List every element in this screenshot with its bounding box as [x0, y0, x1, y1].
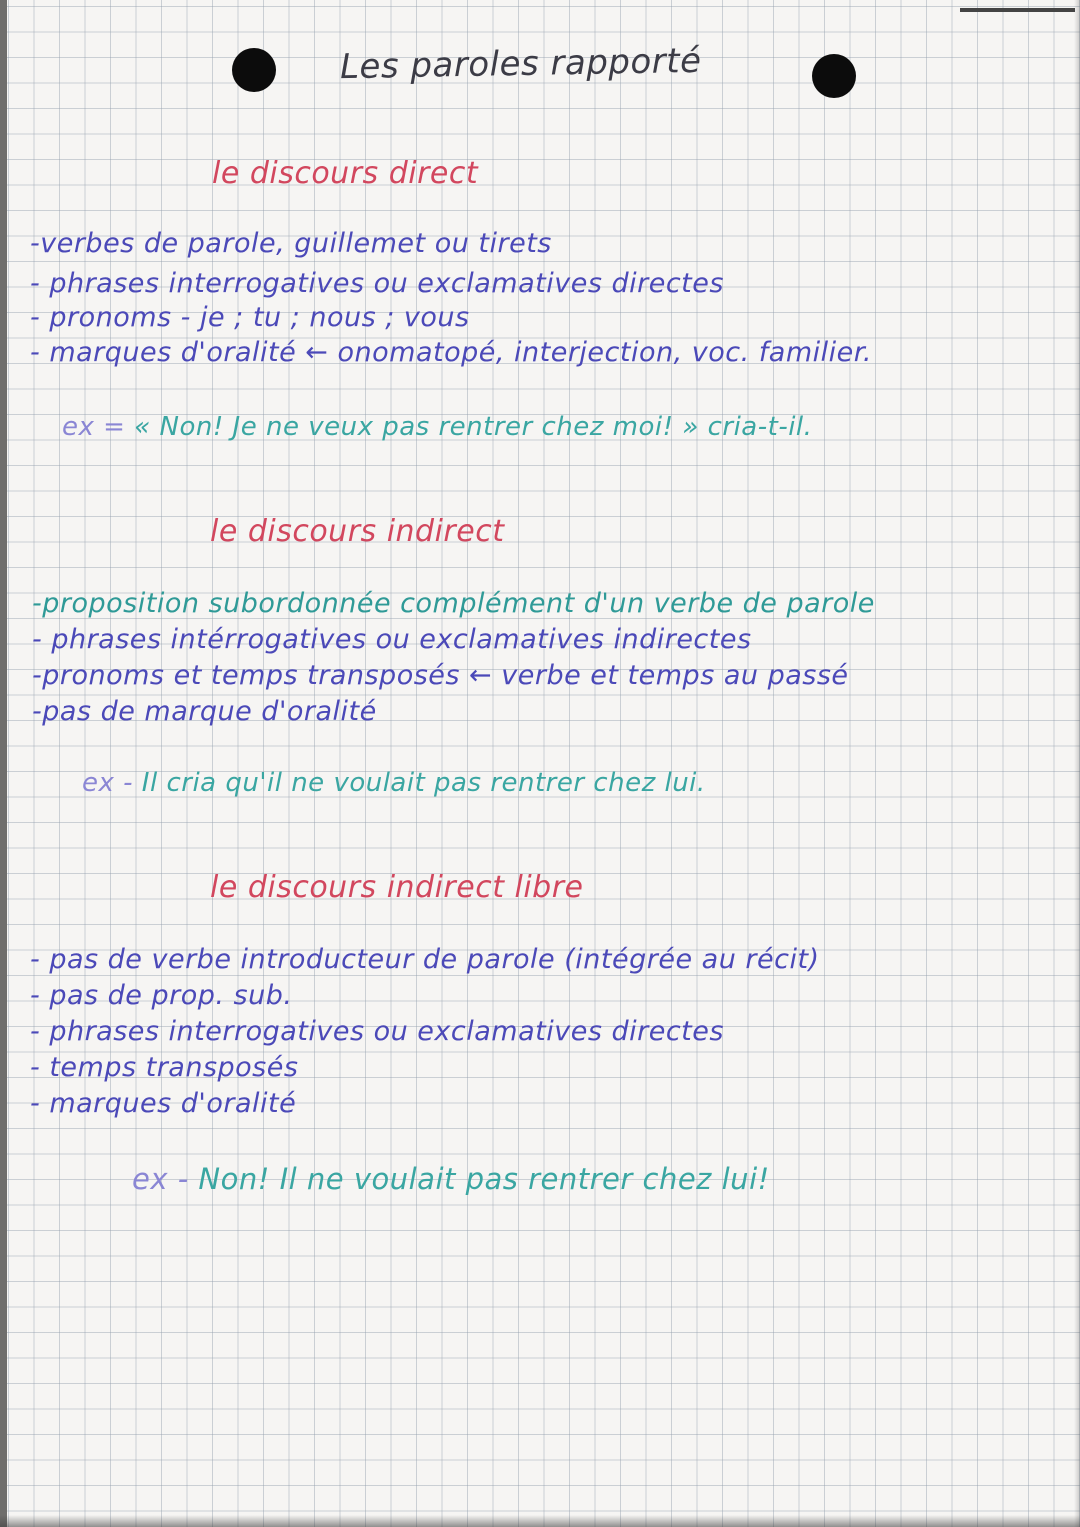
example-text: Il cria qu'il ne voulait pas rentrer chez lui. [141, 768, 706, 798]
example-lead: ex - [82, 768, 134, 798]
list-item: -proposition subordonnée complément d'un verbe de parole [32, 588, 875, 619]
list-item: - pas de prop. sub. [30, 980, 293, 1011]
page-top-mark [960, 8, 1075, 12]
example-discours-indirect [82, 768, 706, 798]
punch-hole-right [812, 54, 856, 98]
example-text: « Non! Je ne veux pas rentrer chez moi! » cria-t-il. [134, 412, 813, 442]
punch-hole-left [232, 48, 276, 92]
list-item: -pronoms et temps transposés ← verbe et temps au passé [32, 660, 849, 691]
section-heading-discours-direct: le discours direct [212, 156, 479, 191]
list-item: - phrases intérrogatives ou exclamatives indirectes [32, 624, 752, 655]
example-discours-direct [62, 412, 812, 442]
section-heading-discours-indirect-libre: le discours indirect libre [210, 870, 584, 905]
section-heading-discours-indirect: le discours indirect [210, 514, 505, 549]
example-discours-indirect-libre [132, 1162, 770, 1196]
example-text: Non! Il ne voulait pas rentrer chez lui! [198, 1162, 770, 1196]
example-lead: ex = [62, 412, 126, 442]
example-lead: ex - [132, 1162, 189, 1196]
list-item: -pas de marque d'oralité [32, 696, 377, 727]
list-item: - phrases interrogatives ou exclamatives directes [30, 1016, 724, 1047]
list-item: - temps transposés [30, 1052, 299, 1083]
list-item: - marques d'oralité [30, 1088, 297, 1119]
page-bottom-edge [0, 1515, 1080, 1527]
page-right-edge [1074, 0, 1080, 1527]
list-item: - pas de verbe introducteur de parole (intégrée au récit) [30, 944, 820, 975]
list-item: - phrases interrogatives ou exclamatives directes [30, 268, 724, 299]
list-item: -verbes de parole, guillemet ou tirets [30, 228, 552, 259]
page-title: Les paroles rapporté [339, 40, 702, 88]
page-left-edge [0, 0, 7, 1527]
list-item: - marques d'oralité ← onomatopé, interjection, voc. familier. [30, 337, 872, 368]
list-item: - pronoms - je ; tu ; nous ; vous [30, 302, 470, 333]
